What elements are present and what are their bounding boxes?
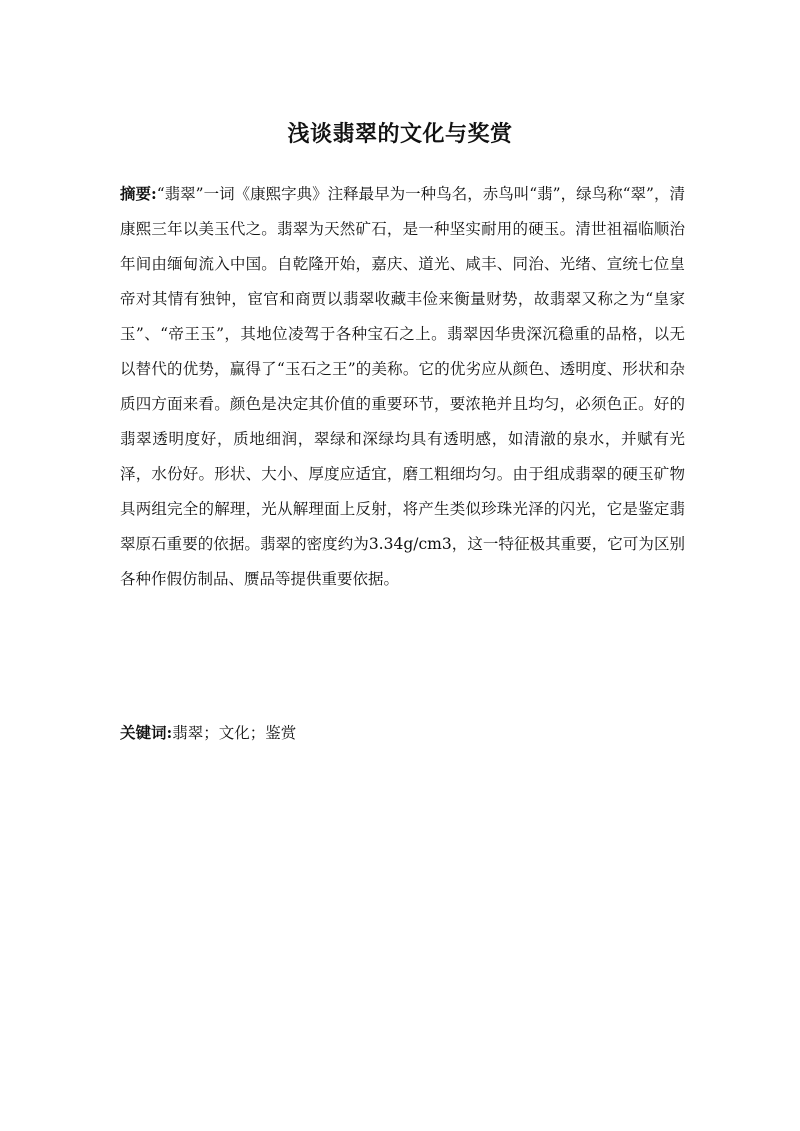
document-title: 浅谈翡翠的文化与奖赏 [287, 121, 513, 147]
abstract-paragraph [120, 176, 685, 597]
abstract-text: “翡翠”一词《康熙字典》注释最早为一种鸟名，赤鸟叫“翡”，绿鸟称“翠”，清康熙三年以美玉代之。翡翠为天然矿石，是一种坚实耐用的硬玉。清世祖福临顺治年间由缅甸流入中国。自乾隆开始，嘉庆、道光、咸丰、同治、光绪、宣统七位皇帝对其情有独钟，宦官和商贾以翡翠收藏丰俭来衡量财势，故翡翠又称之为“皇家玉”、“帝王玉”，其地位凌驾于各种宝石之上。翡翠因华贵深沉稳重的品格，以无以替代的优势，赢得了“玉石之王”的美称。它的优劣应从颜色、透明度、形状和杂质四方面来看。颜色是决定其价值的重要环节，要浓艳并且均匀，必须色正。好的翡翠透明度好，质地细润，翠绿和深绿均具有透明感，如清澈的泉水，并赋有光泽，水份好。形状、大小、厚度应适宜，磨工粗细均匀。由于组成翡翠的硬玉矿物具两组完全的解理，光从解理面上反射，将产生类似珍珠光泽的闪光，它是鉴定翡翠原石重要的依据。翡翠的密度约为3.34g/cm3，这一特征极其重要，它可为区别各种作假仿制品、赝品等提供重要依据。 [120, 185, 685, 588]
keywords-line [120, 717, 685, 749]
keywords-text: 翡翠；文化；鉴赏 [172, 724, 297, 742]
abstract-label: 摘要: [120, 184, 157, 203]
keywords-label: 关键词: [120, 723, 173, 742]
